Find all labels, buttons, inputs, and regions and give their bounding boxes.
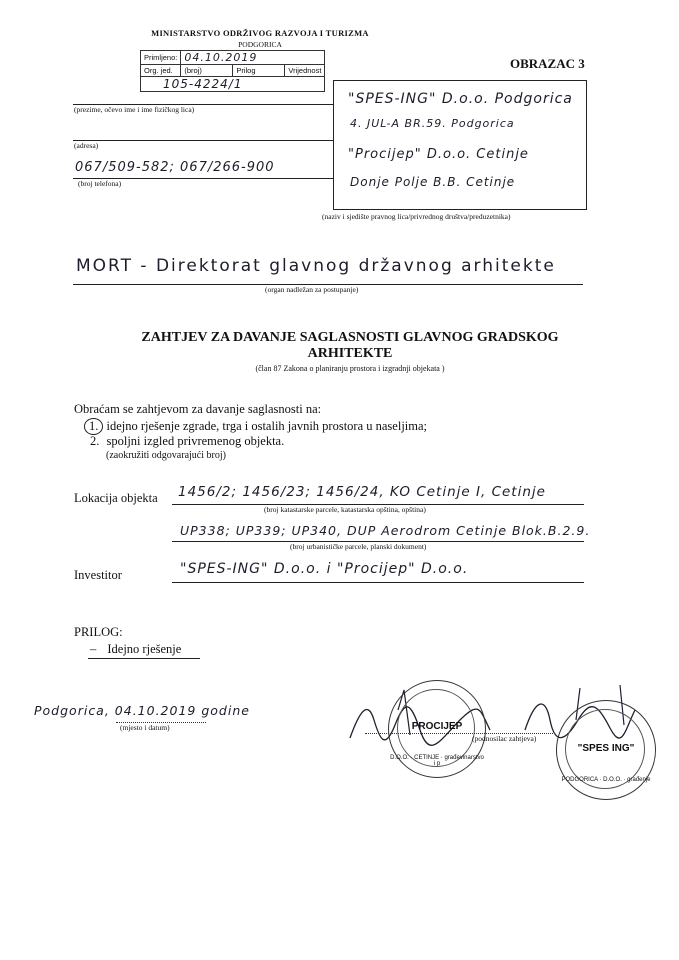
stamp-received-label: Primljeno: <box>141 51 181 65</box>
attachment-dash: – <box>90 642 97 656</box>
stamp-attachment-label: Prilog <box>233 65 285 77</box>
stamp-table <box>140 50 325 92</box>
option-1-circle: 1. <box>84 418 103 435</box>
stamp-number-label: (broj) <box>181 65 233 77</box>
authority-caption: (organ nadležan za postupanje) <box>265 285 359 294</box>
stamp-received-date: 04.10.2019 <box>181 51 325 65</box>
urban-value: UP338; UP339; UP340, DUP Aerodrom Cetinje Blok.B.2.9. <box>180 523 591 538</box>
investor-label: Investitor <box>74 568 122 582</box>
phone-caption: (broj telefona) <box>78 179 122 188</box>
attachment-item-1 <box>90 642 181 657</box>
stamp-ministry: MINISTARSTVO ODRŽIVOG RAZVOJA I TURIZMA <box>151 28 369 38</box>
request-intro: Obraćam se zahtjevom za davanje saglasnosti na: <box>74 402 322 416</box>
legal-entity-box <box>333 80 587 210</box>
place-date-value: Podgorica, 04.10.2019 godine <box>34 703 250 718</box>
stamp-city: PODGORICA <box>238 40 282 49</box>
stamp-number-value: 105-4224/1 <box>141 77 325 92</box>
document-title: ZAHTJEV ZA DAVANJE SAGLASNOSTI GLAVNOG GRADSKOG <box>141 330 559 345</box>
entity-caption: (naziv i sjedište pravnog lica/privrednog društva/preduzetnika) <box>322 212 511 221</box>
phone-value: 067/509-582; 067/266-900 <box>75 160 275 175</box>
spes-ing-stamp-text: "SPES ING" <box>577 743 635 754</box>
request-hint: (zaokružiti odgovarajući broj) <box>106 450 226 461</box>
procijep-stamp-text: PROCIJEP <box>411 721 463 732</box>
parcels-value: 1456/2; 1456/23; 1456/24, KO Cetinje I, Cetinje <box>178 484 546 500</box>
option-1 <box>84 418 427 435</box>
entity-line-3: "Procijep" D.o.o. Cetinje <box>348 147 529 162</box>
location-label: Lokacija objekta <box>74 491 158 505</box>
authority-value: MORT - Direktorat glavnog državnog arhitekte <box>76 256 556 276</box>
submitter-caption: (podnosilac zahtjeva) <box>472 734 537 743</box>
investor-line <box>172 582 584 583</box>
name-caption: (prezime, očevo ime i ime fizičkog lica) <box>74 105 195 114</box>
procijep-stamp-ring-text: D.O.O. · CETINJE · građevinarstvo i p <box>390 755 484 767</box>
receipt-stamp <box>130 10 390 91</box>
attachment-line <box>88 658 200 659</box>
procijep-stamp <box>388 680 486 778</box>
urban-caption: (broj urbanističke parcele, planski dokument) <box>290 542 427 551</box>
spes-ing-stamp-ring-text: PODGORICA · D.O.O. · građenje <box>561 777 651 783</box>
spes-ing-stamp <box>556 700 656 800</box>
stamp-value-label: Vrijednost <box>285 65 325 77</box>
option-1-text: idejno rješenje zgrade, trga i ostalih javnih prostora u naseljima; <box>106 419 428 433</box>
form-code: OBRAZAC 3 <box>510 56 585 71</box>
entity-line-4: Donje Polje B.B. Cetinje <box>350 175 516 189</box>
parcels-caption: (broj katastarske parcele, katastarska opština, opština) <box>264 505 426 514</box>
option-2-text: spoljni izgled privremenog objekta. <box>106 434 285 448</box>
option-2 <box>90 434 284 449</box>
attachment-item-1-text: Idejno rješenje <box>107 642 182 656</box>
document-title-2: ARHITEKTE <box>307 346 393 361</box>
attachments-label: PRILOG: <box>74 625 123 639</box>
option-2-num: 2. <box>90 434 100 448</box>
address-line <box>73 140 333 141</box>
investor-value: "SPES-ING" D.o.o. i "Procijep" D.o.o. <box>180 561 469 577</box>
entity-line-1: "SPES-ING" D.o.o. Podgorica <box>348 91 573 107</box>
place-date-caption: (mjesto i datum) <box>120 723 170 732</box>
stamp-org-label: Org. jed. <box>141 65 181 77</box>
address-caption: (adresa) <box>74 141 99 150</box>
entity-line-2: 4. JUL-A BR.59. Podgorica <box>350 117 515 130</box>
document-subtitle: (član 87 Zakona o planiranju prostora i izgradnji objekata ) <box>255 364 445 373</box>
